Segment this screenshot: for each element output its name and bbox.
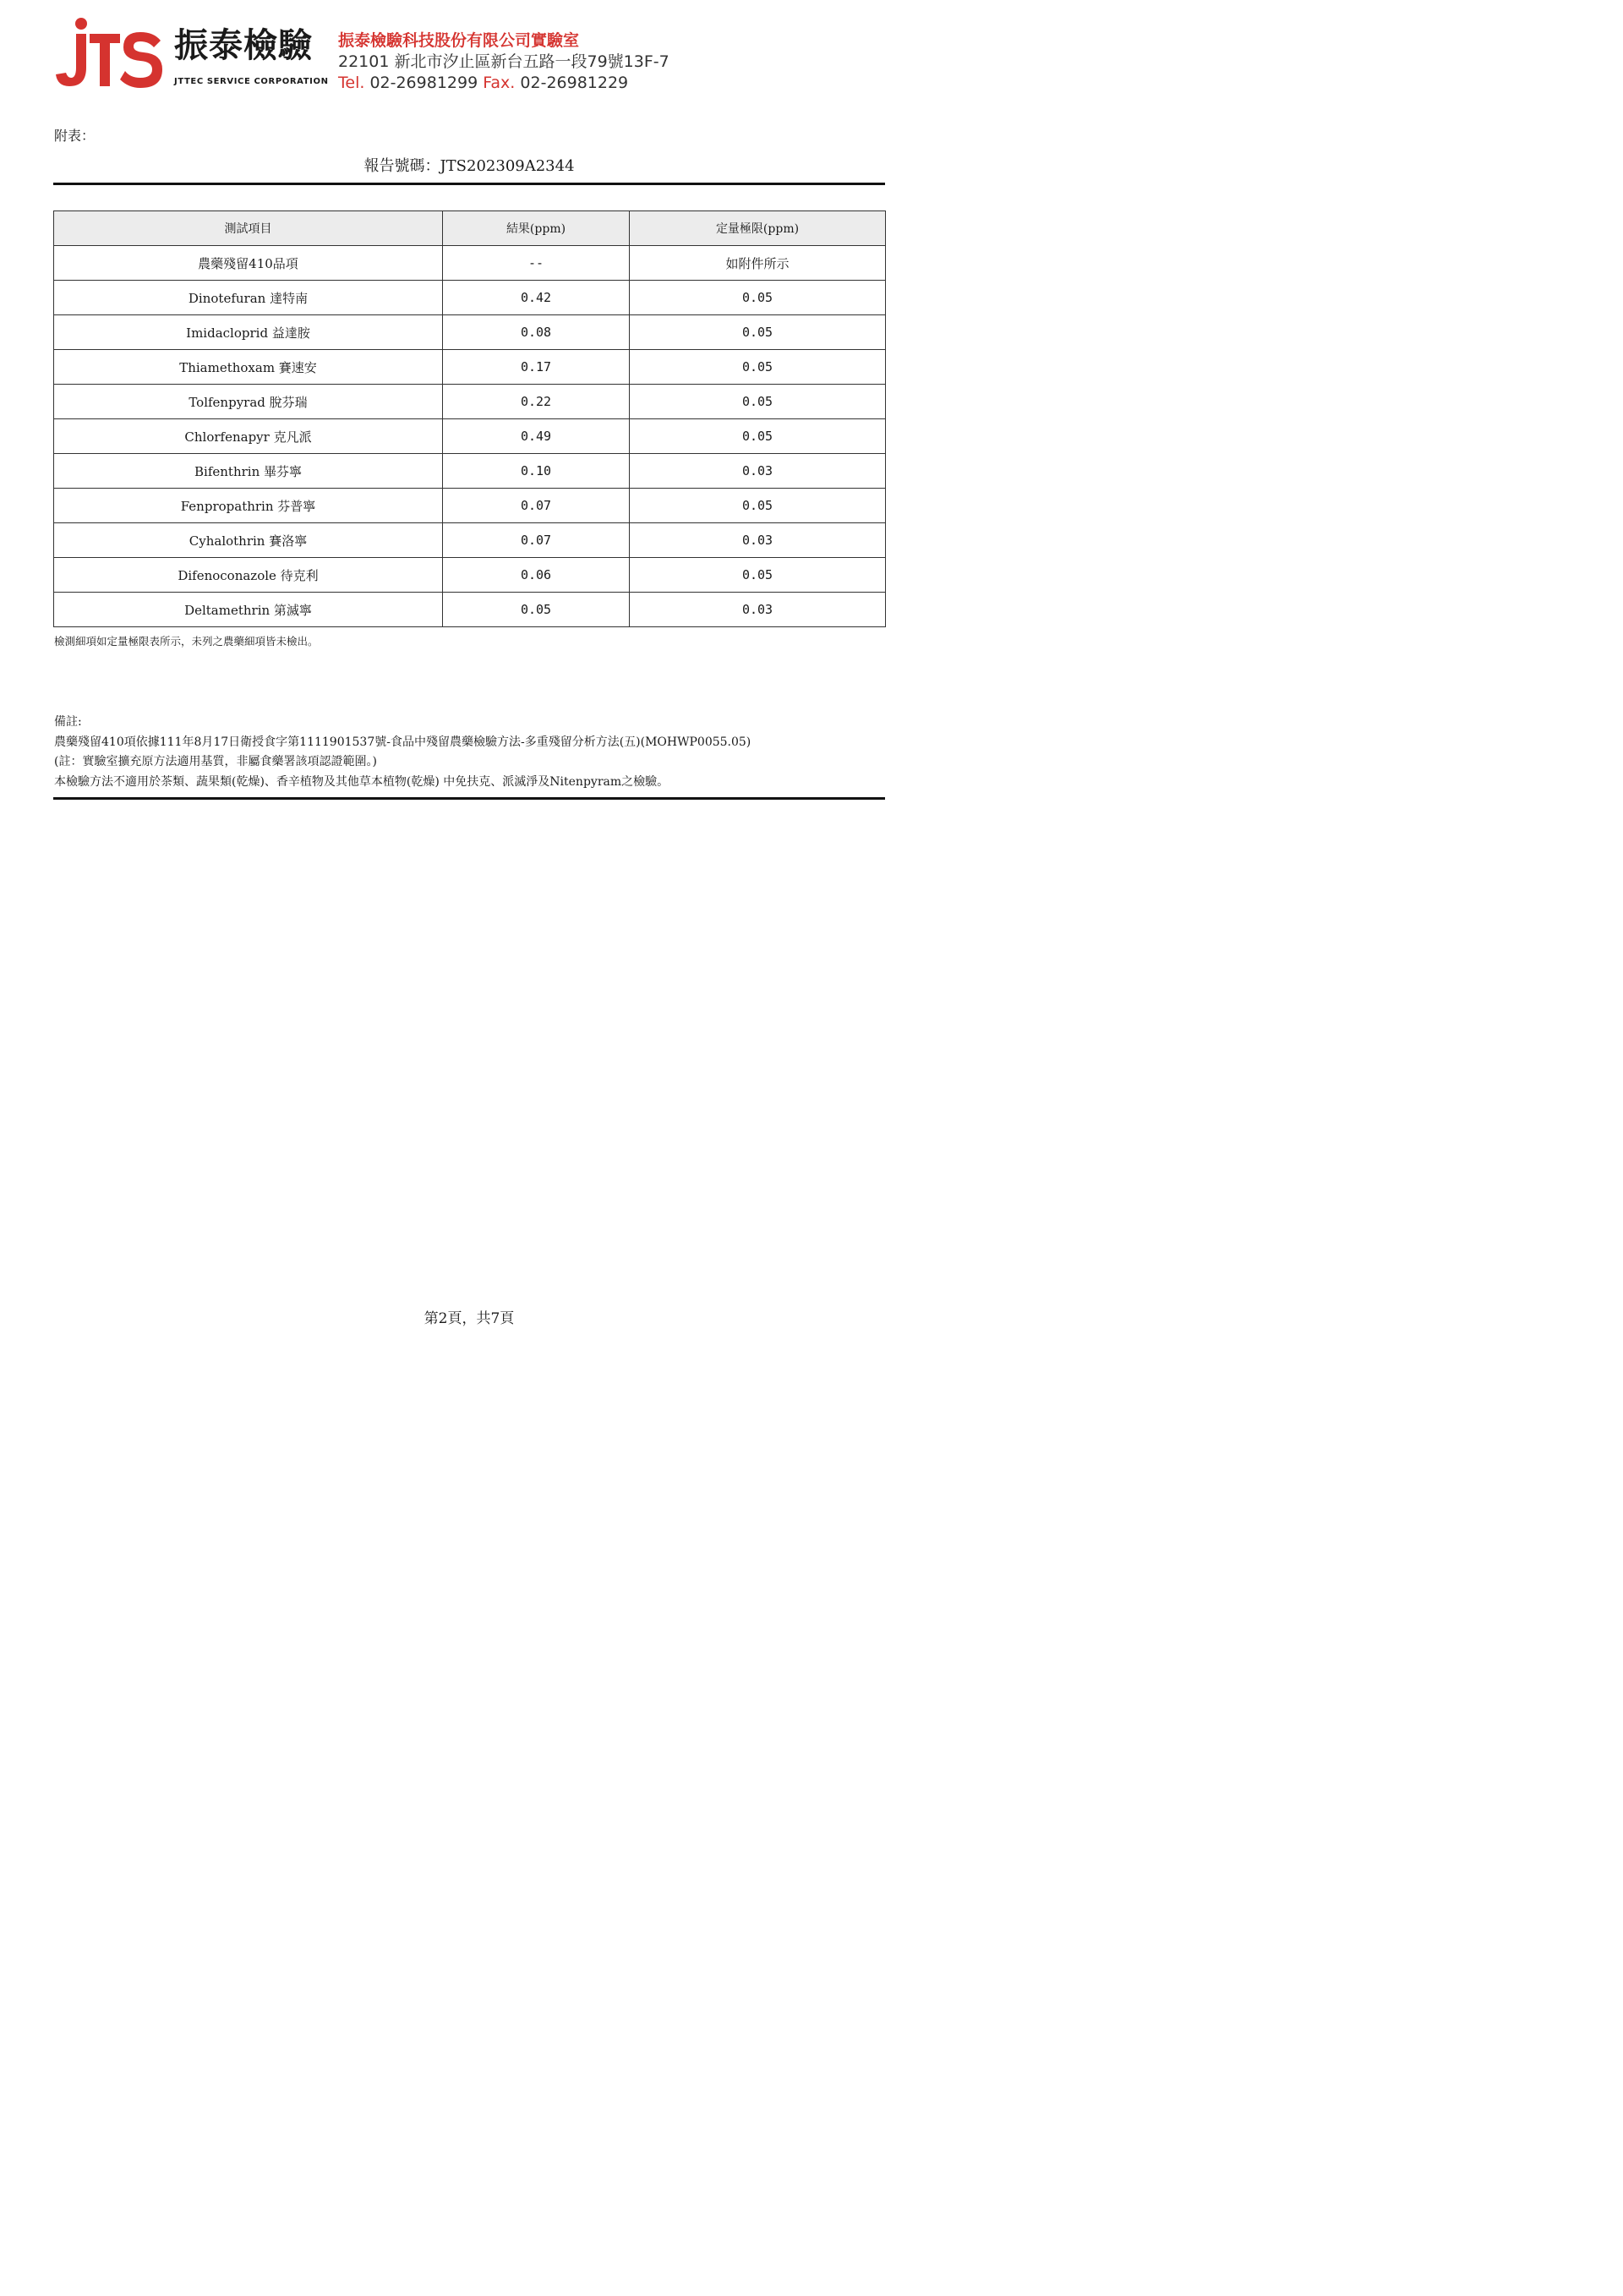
appendix-label: 附表： bbox=[54, 128, 96, 144]
remarks-line: 農藥殘留410項依據111年8月17日衛授食字第1111901537號-食品中殘留農藥檢驗方法-多重殘留分析方法(五)(MOHWP0055.05) bbox=[54, 735, 751, 749]
company-name-en: JTTEC SERVICE CORPORATION bbox=[174, 77, 329, 86]
table-note: 檢測細項如定量極限表所示，未列之農藥細項皆未檢出。 bbox=[54, 635, 319, 648]
cell-loq: 0.05 bbox=[630, 315, 886, 350]
cell-result: -- bbox=[443, 246, 630, 281]
fax-number: 02-26981229 bbox=[520, 74, 629, 92]
cell-item: Fenpropathrin 芬普寧 bbox=[54, 489, 443, 523]
page-number: 第2頁，共7頁 bbox=[424, 1310, 515, 1327]
cell-loq: 0.05 bbox=[630, 281, 886, 315]
cell-result: 0.07 bbox=[443, 489, 630, 523]
lab-name: 振泰檢驗科技股份有限公司實驗室 bbox=[338, 31, 580, 50]
tel-number: 02-26981299 bbox=[369, 74, 478, 92]
jts-logo bbox=[52, 15, 171, 91]
tel-label: Tel. bbox=[338, 74, 365, 92]
remarks-section bbox=[54, 713, 751, 792]
table-row bbox=[54, 419, 886, 454]
cell-loq: 0.05 bbox=[630, 419, 886, 454]
cell-result: 0.07 bbox=[443, 523, 630, 558]
header-result: 結果(ppm) bbox=[443, 211, 630, 246]
table-row bbox=[54, 315, 886, 350]
cell-result: 0.22 bbox=[443, 385, 630, 419]
table-row bbox=[54, 246, 886, 281]
cell-loq: 0.05 bbox=[630, 350, 886, 385]
cell-item: Thiamethoxam 賽速安 bbox=[54, 350, 443, 385]
table-row bbox=[54, 593, 886, 627]
lab-contact bbox=[338, 73, 628, 93]
cell-loq: 0.05 bbox=[630, 489, 886, 523]
cell-loq: 0.03 bbox=[630, 454, 886, 489]
cell-loq: 0.03 bbox=[630, 523, 886, 558]
table-row bbox=[54, 385, 886, 419]
cell-result: 0.42 bbox=[443, 281, 630, 315]
cell-result: 0.06 bbox=[443, 558, 630, 593]
cell-item: Difenoconazole 待克利 bbox=[54, 558, 443, 593]
table-row bbox=[54, 281, 886, 315]
cell-item: Imidacloprid 益達胺 bbox=[54, 315, 443, 350]
divider-top bbox=[53, 183, 885, 185]
lab-address: 22101 新北市汐止區新台五路一段79號13F-7 bbox=[338, 52, 669, 71]
cell-item: Cyhalothrin 賽洛寧 bbox=[54, 523, 443, 558]
cell-item: Chlorfenapyr 克凡派 bbox=[54, 419, 443, 454]
divider-bottom bbox=[53, 797, 885, 800]
table-row bbox=[54, 558, 886, 593]
remarks-line: 本檢驗方法不適用於茶類、蔬果類(乾燥)、香辛植物及其他草本植物(乾燥) 中免扶克、派滅淨及Nitenpyram之檢驗。 bbox=[54, 774, 669, 789]
cell-item: Deltamethrin 第滅寧 bbox=[54, 593, 443, 627]
results-table bbox=[53, 210, 886, 627]
report-number: 報告號碼：JTS202309A2344 bbox=[363, 157, 575, 175]
fax-label: Fax. bbox=[483, 74, 516, 92]
cell-item: 農藥殘留410品項 bbox=[54, 246, 443, 281]
cell-item: Dinotefuran 達特南 bbox=[54, 281, 443, 315]
header-loq: 定量極限(ppm) bbox=[630, 211, 886, 246]
header-test-item: 測試項目 bbox=[54, 211, 443, 246]
table-header-row bbox=[54, 211, 886, 246]
cell-loq: 0.03 bbox=[630, 593, 886, 627]
cell-loq: 0.05 bbox=[630, 385, 886, 419]
table-row bbox=[54, 523, 886, 558]
cell-loq: 如附件所示 bbox=[630, 246, 886, 281]
cell-result: 0.05 bbox=[443, 593, 630, 627]
cell-result: 0.10 bbox=[443, 454, 630, 489]
company-name-cn: 振泰檢驗 bbox=[174, 26, 313, 65]
remarks-line: (註：實驗室擴充原方法適用基質，非屬食藥署該項認證範圍。) bbox=[54, 755, 377, 768]
cell-result: 0.49 bbox=[443, 419, 630, 454]
table-row bbox=[54, 454, 886, 489]
table-row bbox=[54, 489, 886, 523]
cell-item: Bifenthrin 畢芬寧 bbox=[54, 454, 443, 489]
cell-result: 0.08 bbox=[443, 315, 630, 350]
remarks-title: 備註: bbox=[54, 715, 82, 729]
table-row bbox=[54, 350, 886, 385]
cell-result: 0.17 bbox=[443, 350, 630, 385]
cell-loq: 0.05 bbox=[630, 558, 886, 593]
cell-item: Tolfenpyrad 脫芬瑞 bbox=[54, 385, 443, 419]
